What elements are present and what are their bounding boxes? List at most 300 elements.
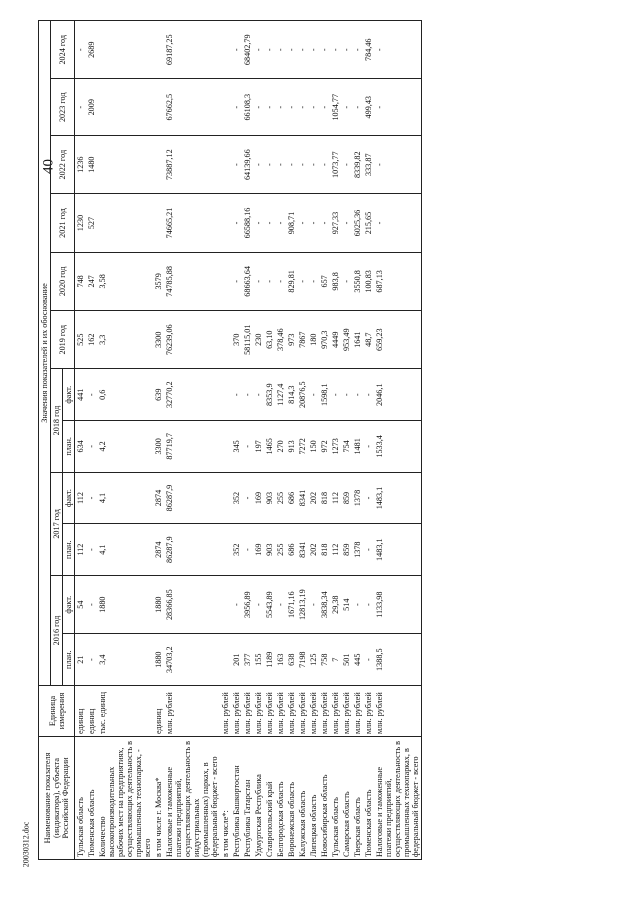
row-name-cell: Тульская область [75,737,87,860]
table-header [39,21,75,860]
value-cell: - [330,369,341,421]
value-cell: 983,8 [330,252,341,310]
value-cell: 634 [75,421,87,473]
value-cell: 2009 [86,79,97,136]
value-cell: 352 [231,524,242,576]
value-cell: 973 [286,311,297,369]
value-cell: 21 [75,634,87,686]
value-cell: - [231,576,242,634]
value-cell: 4,1 [97,524,153,576]
value-cell: 100,83 [363,252,374,310]
value-cell: 3550,8 [352,252,363,310]
value-cell: 201 [231,634,242,686]
value-cell: 34703,2 [164,634,220,686]
value-cell [220,21,231,79]
value-cell: 68663,64 [242,252,253,310]
unit-cell: млн. рублей [253,686,264,737]
value-cell: - [352,21,363,79]
value-cell: 162 [86,311,97,369]
value-cell: 2874 [153,524,164,576]
value-cell: - [363,524,374,576]
value-cell: 69187,25 [164,21,220,79]
value-cell: 112 [330,524,341,576]
header-year-2024: 2024 год [51,21,75,79]
value-cell: 829,81 [286,252,297,310]
value-cell: 1054,77 [330,79,341,136]
value-cell: 7 [330,634,341,686]
row-name-cell: в том числе*: [220,737,231,860]
header-indicator-name: Наименование показателя (индикатора), субъекта Российской Федерации [39,737,75,860]
value-cell: 1189 [264,634,275,686]
value-cell: 2689 [86,21,97,79]
row-name-cell: в том числе г. Москва* [153,737,164,860]
table-row [264,21,275,860]
value-cell: 1378 [352,472,363,524]
value-cell: 1880 [153,634,164,686]
row-name-cell: Налоговые и таможенные платежи предприятий, осуществляющих деятельность в индустриальных (промышленных) парках, в федеральный бюджет - всего [164,737,220,860]
value-cell: 255 [275,524,286,576]
value-cell: - [374,194,422,252]
value-cell: - [341,369,352,421]
value-cell: 657 [319,252,330,310]
value-cell: 1880 [97,576,153,634]
value-cell: - [231,369,242,421]
value-cell: 2874 [153,472,164,524]
value-cell: - [341,136,352,194]
unit-cell: млн. рублей [319,686,330,737]
value-cell: - [374,136,422,194]
table-row [75,21,87,860]
unit-cell: единиц [75,686,87,737]
value-cell [220,194,231,252]
value-cell: - [319,194,330,252]
value-cell: 64139,66 [242,136,253,194]
header-plan-2016: план. [63,634,75,686]
value-cell: - [86,524,97,576]
value-cell: - [242,369,253,421]
value-cell: 908,71 [286,194,297,252]
unit-cell: млн. рублей [330,686,341,737]
value-cell [220,79,231,136]
value-cell: - [253,194,264,252]
value-cell: 68402,79 [242,21,253,79]
value-cell: 441 [75,369,87,421]
value-cell: - [297,136,308,194]
unit-cell: млн. рублей [231,686,242,737]
value-cell: - [286,79,297,136]
row-name-cell: Республика Башкортостан [231,737,242,860]
row-name-cell: Количество высокопроизводительных рабочих мест на предприятиях, осуществляющих деятельность в промышленных технопарках, - всего [97,737,153,860]
value-cell: - [242,472,253,524]
value-cell: 6025,36 [352,194,363,252]
unit-cell: млн. рублей [352,686,363,737]
value-cell: - [253,21,264,79]
table-row [297,21,308,860]
value-cell: 169 [253,472,264,524]
value-cell: - [308,136,319,194]
value-cell: - [264,194,275,252]
table-row [275,21,286,860]
value-cell [97,194,153,252]
value-cell: 1388,5 [374,634,422,686]
value-cell: 67662,5 [164,79,220,136]
value-cell: - [253,79,264,136]
value-cell: - [297,194,308,252]
table-row [97,21,153,860]
header-year-2021: 2021 год [51,194,75,252]
value-cell: - [75,79,87,136]
value-cell: 3,3 [97,311,153,369]
value-cell: - [253,576,264,634]
value-cell: 3300 [153,421,164,473]
unit-cell: млн. рублей [242,686,253,737]
value-cell [220,311,231,369]
value-cell: 1480 [86,136,97,194]
value-cell: 12813,19 [297,576,308,634]
value-cell: - [363,576,374,634]
value-cell: 1230 [75,194,87,252]
row-name-cell: Налоговые и таможенные платежи предприятий, осуществляющих деятельность в промышленных технопарках, в федеральный бюджет - всего [374,737,422,860]
value-cell: 499,43 [363,79,374,136]
value-cell: - [286,21,297,79]
value-cell: 3956,89 [242,576,253,634]
value-cell: - [363,421,374,473]
value-cell [97,21,153,79]
value-cell: - [319,21,330,79]
row-name-cell: Калужская область [297,737,308,860]
value-cell: - [374,21,422,79]
value-cell: - [352,576,363,634]
value-cell: 3838,34 [319,576,330,634]
value-cell: - [308,252,319,310]
value-cell: 5543,89 [264,576,275,634]
row-name-cell: Тюменская область [363,737,374,860]
indicators-table [38,20,422,860]
value-cell: - [275,194,286,252]
value-cell: 169 [253,524,264,576]
unit-cell: млн. рублей [297,686,308,737]
unit-cell: млн. рублей [341,686,352,737]
value-cell: 76239,06 [164,311,220,369]
value-cell: 180 [308,311,319,369]
row-name-cell: Республика Татарстан [242,737,253,860]
header-year-2022: 2022 год [51,136,75,194]
value-cell [153,194,164,252]
table-body [75,21,422,860]
value-cell: 29,38 [330,576,341,634]
header-plan-2018: план. [63,421,75,473]
value-cell: 112 [75,472,87,524]
value-cell [220,576,231,634]
value-cell: 686 [286,472,297,524]
unit-cell: млн. рублей [164,686,220,737]
value-cell: - [231,79,242,136]
value-cell: - [86,421,97,473]
value-cell: 7867 [297,311,308,369]
value-cell: - [363,369,374,421]
value-cell: 1483,1 [374,524,422,576]
header-fact-2016: факт. [63,576,75,634]
table-row [363,21,374,860]
value-cell: 1481 [352,421,363,473]
rotated-table-container [38,20,590,860]
value-cell: - [275,252,286,310]
value-cell: 74785,88 [164,252,220,310]
value-cell: - [264,21,275,79]
value-cell: 0,6 [97,369,153,421]
value-cell: 112 [75,524,87,576]
value-cell: 28366,85 [164,576,220,634]
value-cell: 445 [352,634,363,686]
value-cell: - [253,252,264,310]
value-cell: - [264,136,275,194]
value-cell: - [341,252,352,310]
value-cell: 155 [253,634,264,686]
value-cell: - [275,21,286,79]
value-cell: 913 [286,421,297,473]
header-unit: Единица измерения [39,686,75,737]
value-cell: 3579 [153,252,164,310]
value-cell: 758 [319,634,330,686]
value-cell [97,79,153,136]
value-cell: - [75,21,87,79]
header-year-2019: 2019 год [51,311,75,369]
table-row [319,21,330,860]
value-cell: 74665,21 [164,194,220,252]
header-fact-2018: факт. [63,369,75,421]
value-cell: 48,7 [363,311,374,369]
row-name-cell: Ставропольский край [264,737,275,860]
value-cell: - [308,369,319,421]
value-cell: 1598,1 [319,369,330,421]
header-year-2016: 2016 год [51,576,63,686]
value-cell: 8341 [297,472,308,524]
value-cell: 501 [341,634,352,686]
unit-cell: единиц [153,686,164,737]
value-cell: 1641 [352,311,363,369]
value-cell: 255 [275,472,286,524]
value-cell [220,524,231,576]
value-cell: 86287,9 [164,524,220,576]
value-cell: - [86,576,97,634]
value-cell: 859 [341,472,352,524]
value-cell: - [231,194,242,252]
header-fact-2017: факт. [63,472,75,524]
value-cell: - [253,136,264,194]
value-cell: 8341 [297,524,308,576]
value-cell: - [86,634,97,686]
value-cell: - [352,369,363,421]
value-cell: 1880 [153,576,164,634]
value-cell: 972 [319,421,330,473]
value-cell [220,634,231,686]
value-cell: 378,46 [275,311,286,369]
value-cell: 2046,1 [374,369,422,421]
value-cell: - [308,79,319,136]
unit-cell: единиц [86,686,97,737]
value-cell: 514 [341,576,352,634]
value-cell: 748 [75,252,87,310]
value-cell: - [86,369,97,421]
value-cell: 87719,7 [164,421,220,473]
value-cell: 784,46 [363,21,374,79]
header-plan-2017: план. [63,524,75,576]
table-row [220,21,231,860]
value-cell: 814,3 [286,369,297,421]
value-cell: 247 [86,252,97,310]
value-cell: 1273 [330,421,341,473]
value-cell: 1236 [75,136,87,194]
row-name-cell: Тверская область [352,737,363,860]
header-year-2017: 2017 год [51,472,63,575]
unit-cell: млн. рублей [308,686,319,737]
table-row [231,21,242,860]
value-cell: 125 [308,634,319,686]
value-cell: 859 [341,524,352,576]
value-cell: - [231,252,242,310]
table-row [308,21,319,860]
row-name-cell: Новосибирская область [319,737,330,860]
unit-cell: млн. рублей [264,686,275,737]
value-cell [220,421,231,473]
value-cell: 215,65 [363,194,374,252]
table-row [352,21,363,860]
value-cell: - [242,421,253,473]
value-cell [220,136,231,194]
unit-cell: тыс. единиц [97,686,153,737]
value-cell: - [297,21,308,79]
value-cell: 1671,16 [286,576,297,634]
value-cell: 4,2 [97,421,153,473]
unit-cell: млн. рублей [363,686,374,737]
value-cell: 754 [341,421,352,473]
value-cell: 686 [286,524,297,576]
value-cell: 63,10 [264,311,275,369]
row-name-cell: Самарская область [341,737,352,860]
value-cell: 3,58 [97,252,153,310]
table-row [286,21,297,860]
value-cell: 370 [231,311,242,369]
value-cell: - [374,79,422,136]
value-cell [153,79,164,136]
unit-cell: млн. рублей [275,686,286,737]
row-name-cell: Белгородская область [275,737,286,860]
value-cell: 54 [75,576,87,634]
value-cell [220,369,231,421]
value-cell: 639 [153,369,164,421]
value-cell: 112 [330,472,341,524]
value-cell: 58115,01 [242,311,253,369]
value-cell: 1073,77 [330,136,341,194]
unit-cell: млн. рублей [220,686,231,737]
row-name-cell: Тюменская область [86,737,97,860]
table-row [86,21,97,860]
value-cell: 1127,4 [275,369,286,421]
table-row [341,21,352,860]
value-cell: 4,1 [97,472,153,524]
value-cell [153,136,164,194]
value-cell: 818 [319,524,330,576]
row-name-cell: Удмуртская Республика [253,737,264,860]
value-cell: - [231,136,242,194]
value-cell: 66108,3 [242,79,253,136]
value-cell: 86287,9 [164,472,220,524]
header-year-2023: 2023 год [51,79,75,136]
value-cell: 202 [308,524,319,576]
value-cell: - [286,136,297,194]
header-values: Значения показателей и их обоснование [39,21,51,686]
value-cell: - [319,79,330,136]
value-cell: 659,23 [374,311,422,369]
value-cell: 3,4 [97,634,153,686]
value-cell: 270 [275,421,286,473]
value-cell: - [363,472,374,524]
page-number: 40 [40,159,57,174]
value-cell: 1465 [264,421,275,473]
table-row [153,21,164,860]
value-cell: 638 [286,634,297,686]
row-name-cell: Липецкая область [308,737,319,860]
unit-cell: млн. рублей [286,686,297,737]
value-cell: 163 [275,634,286,686]
value-cell: 7198 [297,634,308,686]
value-cell: - [297,252,308,310]
value-cell: - [297,79,308,136]
value-cell: 8339,82 [352,136,363,194]
value-cell: - [275,79,286,136]
value-cell: - [330,21,341,79]
value-cell: 4449 [330,311,341,369]
value-cell: 687,13 [374,252,422,310]
value-cell: 230 [253,311,264,369]
value-cell: - [363,634,374,686]
value-cell: 20876,5 [297,369,308,421]
value-cell [220,252,231,310]
value-cell: 352 [231,472,242,524]
value-cell: 66588,16 [242,194,253,252]
value-cell: 903 [264,472,275,524]
value-cell: - [308,194,319,252]
value-cell: - [86,472,97,524]
value-cell: 903 [264,524,275,576]
table-row [374,21,422,860]
value-cell: 3300 [153,311,164,369]
value-cell: - [319,136,330,194]
table-row [330,21,341,860]
value-cell: 73887,12 [164,136,220,194]
table-row [164,21,220,860]
value-cell [97,136,153,194]
value-cell: 1483,1 [374,472,422,524]
value-cell: 1133,98 [374,576,422,634]
value-cell: - [341,79,352,136]
value-cell: 32770,2 [164,369,220,421]
value-cell: 1378 [352,524,363,576]
value-cell: - [341,21,352,79]
value-cell: 970,3 [319,311,330,369]
value-cell: 927,33 [330,194,341,252]
table-row [242,21,253,860]
value-cell: 1533,4 [374,421,422,473]
value-cell: - [242,524,253,576]
value-cell: - [275,136,286,194]
unit-cell: млн. рублей [374,686,422,737]
header-year-2020: 2020 год [51,252,75,310]
table-row [253,21,264,860]
value-cell: 377 [242,634,253,686]
value-cell: 202 [308,472,319,524]
footer-filename: 20030312.doc [21,821,31,868]
